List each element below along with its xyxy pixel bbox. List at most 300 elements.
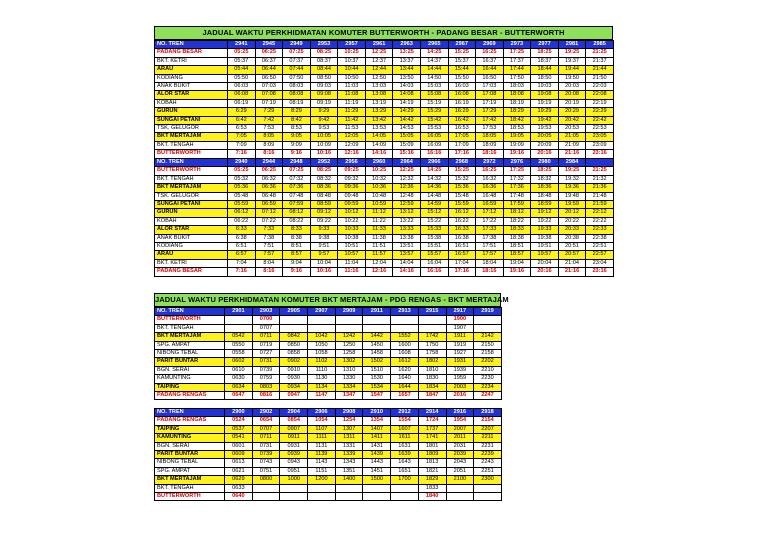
time-cell: 17:37 [503,57,531,65]
time-cell: 21:16 [558,150,586,158]
time-cell: 1131 [308,442,336,450]
time-cell: 6:33 [228,226,256,234]
time-cell: 18:36 [531,184,559,192]
time-cell: 20:42 [558,116,586,124]
time-cell: 1139 [308,451,336,459]
time-cell: 08:25 [310,167,338,175]
time-cell: 05:25 [228,167,256,175]
time-cell: 19:32 [558,175,586,183]
station-name: BKT MERTAJAM [155,133,228,141]
time-cell: 07:48 [283,192,311,200]
time-cell: 07:37 [283,57,311,65]
time-cell: 17:32 [503,175,531,183]
time-cell: 06:48 [255,192,283,200]
time-cell: 1143 [308,459,336,467]
time-cell: 9:51 [310,243,338,251]
time-cell: 1959 [446,375,474,383]
station-name: PADANG RENGAS [155,392,225,400]
time-cell: 10:59 [365,201,393,209]
time-cell: 16:32 [476,175,504,183]
station-name: BKT. TENGAH [155,175,228,183]
time-cell: 1407 [363,425,391,433]
time-cell: 19:42 [531,116,559,124]
time-cell: 09:22 [310,217,338,225]
train-number: 2965 [420,41,448,49]
time-cell [308,493,336,501]
time-cell: 05:36 [228,184,256,192]
time-cell: 19:37 [558,57,586,65]
time-cell: 9:04 [283,259,311,267]
time-cell: 05:37 [228,57,256,65]
time-cell: 14:32 [420,175,448,183]
time-cell: 16:29 [448,108,476,116]
time-cell: 0842 [280,333,308,341]
time-cell: 22:08 [586,91,614,99]
time-cell: 19:57 [531,251,559,259]
station-name: PADANG BESAR [155,49,228,57]
time-cell: 16:19 [448,99,476,107]
time-cell: 06:25 [255,167,283,175]
time-cell: 1054 [308,417,336,425]
time-cell: 08:25 [310,49,338,57]
time-cell [391,484,419,492]
time-cell: 0707 [252,324,280,332]
table-row [155,49,614,57]
time-cell: 14:42 [393,116,421,124]
time-cell: 18:12 [503,209,531,217]
time-cell: 14:25 [420,167,448,175]
time-cell: 0542 [225,333,253,341]
train-number: 2913 [391,308,419,316]
time-cell: 15:51 [420,243,448,251]
time-cell: 10:33 [338,226,366,234]
time-cell: 18:05 [476,133,504,141]
time-cell: 08:19 [283,99,311,107]
header-label: NO. TREN [155,409,225,417]
time-cell: 21:44 [586,66,614,74]
time-cell: 1351 [335,467,363,475]
time-cell: 16:09 [420,141,448,149]
time-cell: 13:44 [393,66,421,74]
time-cell [335,324,363,332]
time-cell: 08:32 [310,175,338,183]
time-cell: 2234 [474,383,502,391]
time-cell: 08:37 [310,57,338,65]
time-cell: 20:04 [531,259,559,267]
time-cell: 19:04 [503,259,531,267]
time-cell: 20:03 [558,83,586,91]
table-row [155,251,614,259]
time-cell: 16:36 [476,184,504,192]
station-name: BKT. KETRI [155,57,228,65]
time-cell: 1600 [391,341,419,349]
time-cell: 7:05 [228,133,256,141]
time-cell: 2154 [474,417,502,425]
time-cell: 14:44 [420,66,448,74]
time-cell: 10:04 [310,259,338,267]
time-cell: 1847 [418,392,446,400]
time-cell: 1643 [391,459,419,467]
time-cell: 8:51 [283,243,311,251]
time-cell: 0759 [252,375,280,383]
time-cell: 15:25 [448,49,476,57]
time-cell: 08:22 [283,217,311,225]
time-cell: 19:05 [503,133,531,141]
station-name: NIBONG TEBAL [155,350,225,358]
time-cell: 20:08 [558,91,586,99]
time-cell: 1510 [363,366,391,374]
train-number: 2984 [558,159,586,167]
timetable-1-grid [154,40,614,159]
time-cell: 06:32 [255,175,283,183]
table-row [155,434,502,442]
time-cell: 19:19 [531,99,559,107]
time-cell: 11:51 [365,243,393,251]
train-number: 2944 [255,159,283,167]
table-row [155,484,502,492]
time-cell: 12:59 [393,201,421,209]
time-cell: 21:04 [558,259,586,267]
time-cell: 17:05 [448,133,476,141]
time-cell: 2039 [446,451,474,459]
time-cell: 16:53 [448,125,476,133]
time-cell: 18:25 [531,49,559,57]
time-cell: 7:57 [255,251,283,259]
time-cell: 20:22 [558,217,586,225]
time-cell: 15:48 [448,192,476,200]
station-name: BKT. TENGAH [155,484,225,492]
time-cell: 08:44 [310,66,338,74]
time-cell: 6:53 [228,125,256,133]
station-name: BUTTERWORTH [155,150,228,158]
time-cell [280,324,308,332]
time-cell: 1608 [391,350,419,358]
time-cell: 0739 [252,366,280,374]
time-cell: 15:12 [420,209,448,217]
time-cell: 10:16 [310,268,338,276]
station-name: KODIANG [155,74,228,82]
time-cell: 07:44 [283,66,311,74]
time-cell: 19:16 [503,268,531,276]
station-name: BUTTERWORTH [155,493,225,501]
table-row [155,442,502,450]
time-cell: 18:51 [503,243,531,251]
time-cell: 10:51 [338,243,366,251]
station-name: KODIANG [155,243,228,251]
time-cell: 20:16 [531,268,559,276]
time-cell [474,484,502,492]
time-cell [308,324,336,332]
train-number: 2901 [225,308,253,316]
time-cell: 10:05 [310,133,338,141]
time-cell: 1919 [446,341,474,349]
train-number [586,159,614,167]
time-cell: 2251 [474,467,502,475]
time-cell: 8:16 [255,150,283,158]
station-name: ARAU [155,66,228,74]
station-name: TSK. GELUGOR [155,192,228,200]
time-cell: 20:33 [558,226,586,234]
header-row [155,409,502,417]
time-cell: 8:57 [283,251,311,259]
time-cell: 18:42 [503,116,531,124]
time-cell: 12:25 [393,167,421,175]
time-cell: 15:33 [420,226,448,234]
time-cell: 19:53 [531,125,559,133]
train-number: 2945 [255,41,283,49]
time-cell: 6:29 [228,108,256,116]
table-row [155,383,502,391]
time-cell: 19:50 [558,74,586,82]
time-cell: 06:59 [255,201,283,209]
time-cell: 7:16 [228,268,256,276]
time-cell: 1151 [308,467,336,475]
time-cell: 17:12 [476,209,504,217]
time-cell: 11:03 [338,83,366,91]
time-cell: 1552 [391,333,419,341]
time-cell: 6:57 [228,251,256,259]
table-row [155,425,502,433]
train-number: 2972 [476,159,504,167]
time-cell [446,493,474,501]
time-cell: 14:50 [420,74,448,82]
time-cell [252,493,280,501]
time-cell: 23:16 [586,150,614,158]
table-row [155,324,502,332]
time-cell: 23:16 [586,268,614,276]
time-cell: 1813 [418,459,446,467]
station-name: KOBAH [155,217,228,225]
station-name: ANAK BUKIT [155,234,228,242]
time-cell: 18:38 [503,234,531,242]
time-cell: 2043 [446,459,474,467]
time-cell: 0850 [280,341,308,349]
table-row [155,358,502,366]
train-number: 2953 [310,41,338,49]
table-row [155,243,614,251]
time-cell [363,484,391,492]
time-cell: 17:53 [476,125,504,133]
time-cell [418,324,446,332]
time-cell: 15:57 [420,251,448,259]
time-cell: 21:05 [558,133,586,141]
time-cell: 0934 [280,383,308,391]
time-cell: 17:04 [448,259,476,267]
time-cell: 07:03 [255,83,283,91]
table-row [155,184,614,192]
time-cell: 1134 [308,383,336,391]
time-cell: 19:38 [531,234,559,242]
time-cell: 0537 [225,425,253,433]
table-row [155,417,502,425]
time-cell: 1147 [308,392,336,400]
time-cell: 15:42 [420,116,448,124]
time-cell: 2247 [474,392,502,400]
time-cell: 16:03 [448,83,476,91]
train-number: 2912 [391,409,419,417]
time-cell: 1742 [418,333,446,341]
time-cell: 22:57 [586,251,614,259]
time-cell: 1907 [446,324,474,332]
time-cell: 18:04 [476,259,504,267]
time-cell: 08:50 [310,74,338,82]
time-cell [474,316,502,324]
time-cell [252,484,280,492]
time-cell: 18:50 [531,74,559,82]
time-cell: 1758 [418,350,446,358]
time-cell: 10:22 [338,217,366,225]
time-cell: 1611 [391,434,419,442]
time-cell: 11:12 [365,209,393,217]
time-cell: 1833 [418,484,446,492]
time-cell: 9:38 [310,234,338,242]
time-cell: 1939 [446,366,474,374]
time-cell: 0803 [252,383,280,391]
time-cell: 6:38 [228,234,256,242]
time-cell: 17:44 [503,66,531,74]
time-cell: 7:33 [255,226,283,234]
time-cell: 7:53 [255,125,283,133]
time-cell: 1111 [308,434,336,442]
time-cell: 14:04 [393,259,421,267]
time-cell: 0711 [252,434,280,442]
time-cell: 7:16 [228,150,256,158]
time-cell: 15:25 [448,167,476,175]
time-cell: 16:50 [476,74,504,82]
station-name: ALOR STAR [155,91,228,99]
time-cell: 17:36 [503,184,531,192]
time-cell [363,493,391,501]
time-cell: 10:25 [365,167,393,175]
time-cell: 09:59 [338,201,366,209]
time-cell: 05:25 [228,49,256,57]
station-name: PARIT BUNTAR [155,358,225,366]
train-number: 2916 [446,409,474,417]
time-cell: 18:19 [503,99,531,107]
time-cell: 09:48 [338,192,366,200]
time-cell: 17:50 [503,74,531,82]
time-cell: 0816 [252,392,280,400]
time-cell: 07:25 [283,49,311,57]
time-cell: 1840 [418,493,446,501]
time-cell: 13:12 [393,209,421,217]
time-cell: 08:12 [283,209,311,217]
time-cell: 1612 [391,358,419,366]
time-cell: 1834 [418,383,446,391]
station-name: PADANG BESAR [155,268,228,276]
time-cell: 06:12 [228,209,256,217]
time-cell: 15:29 [420,108,448,116]
time-cell: 19:51 [531,243,559,251]
table-row [155,366,502,374]
time-cell: 1821 [418,467,446,475]
time-cell: 12:04 [365,259,393,267]
time-cell: 18:33 [503,226,531,234]
time-cell: 06:19 [228,99,256,107]
table-row [155,133,614,141]
time-cell: 21:09 [558,141,586,149]
time-cell: 0910 [280,366,308,374]
time-cell: 1639 [391,451,419,459]
time-cell: 19:36 [558,184,586,192]
time-cell: 14:48 [420,192,448,200]
time-cell: 13:53 [365,125,393,133]
table-row [155,66,614,74]
time-cell: 0931 [280,442,308,450]
time-cell: 1620 [391,366,419,374]
time-cell: 0633 [225,484,253,492]
time-cell: 19:22 [531,217,559,225]
time-cell: 14:19 [393,99,421,107]
time-cell: 0854 [280,417,308,425]
time-cell: 22:22 [586,217,614,225]
time-cell [391,493,419,501]
time-cell: 1502 [363,358,391,366]
time-cell: 07:25 [283,167,311,175]
table-row [155,99,614,107]
station-name: PADANG RENGAS [155,417,225,425]
time-cell: 1302 [335,358,363,366]
time-cell: 17:42 [476,116,504,124]
time-cell: 1534 [363,383,391,391]
time-cell: 15:22 [420,217,448,225]
time-cell: 18:32 [531,175,559,183]
time-cell: 07:59 [283,201,311,209]
time-cell: 14:05 [365,133,393,141]
time-cell: 1911 [446,333,474,341]
time-cell: 1311 [335,434,363,442]
time-cell: 0907 [280,425,308,433]
table-row [155,316,502,324]
time-cell: 17:19 [476,99,504,107]
time-cell: 1530 [363,375,391,383]
time-cell: 9:42 [310,116,338,124]
station-name: TAIPING [155,425,225,433]
time-cell: 1829 [418,476,446,484]
time-cell: 14:53 [393,125,421,133]
time-cell: 14:59 [420,201,448,209]
time-cell: 1310 [335,366,363,374]
time-cell: 22:19 [586,99,614,107]
time-cell: 0647 [225,392,253,400]
time-cell: 0700 [252,316,280,324]
time-cell: 2031 [446,442,474,450]
time-cell: 21:25 [586,167,614,175]
time-cell: 07:19 [255,99,283,107]
time-cell: 1927 [446,350,474,358]
station-name: ALOR STAR [155,226,228,234]
table-row [155,392,502,400]
table-row [155,217,614,225]
time-cell: 1737 [418,425,446,433]
time-cell: 1354 [363,417,391,425]
time-cell: 22:03 [586,83,614,91]
time-cell [280,484,308,492]
station-name: SPG. AMPAT [155,341,225,349]
time-cell: 10:25 [338,49,366,57]
table-row [155,226,614,234]
time-cell: 15:05 [393,133,421,141]
time-cell: 19:25 [558,49,586,57]
train-number: 2917 [446,308,474,316]
time-cell: 12:16 [338,150,366,158]
time-cell: 15:19 [420,99,448,107]
time-cell: 14:37 [420,57,448,65]
time-cell: 19:03 [531,83,559,91]
station-name: PARIT BUNTAR [155,451,225,459]
time-cell: 1631 [391,442,419,450]
time-cell: 22:38 [586,234,614,242]
